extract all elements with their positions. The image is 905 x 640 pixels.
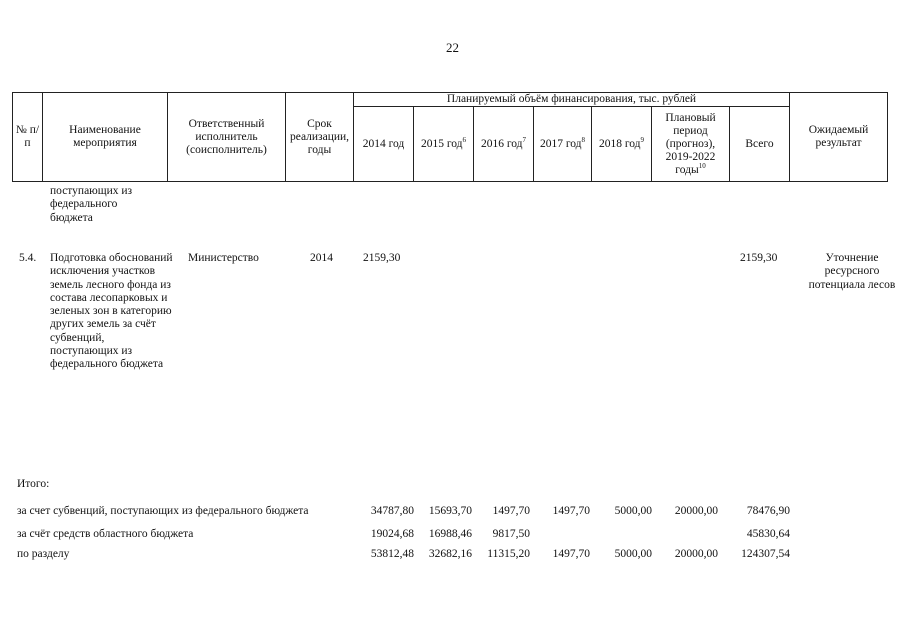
- totals-row-label: по разделу: [17, 548, 70, 560]
- row-executor: Министерство: [188, 252, 259, 264]
- header-name: Наименование мероприятия: [43, 93, 168, 182]
- totals-value: 5000,00: [614, 505, 652, 517]
- totals-value: 11315,20: [487, 548, 530, 560]
- totals-value: 45830,64: [746, 528, 790, 540]
- totals-value: 20000,00: [674, 505, 718, 517]
- header-2015: 2015 год$^6$: [414, 107, 474, 182]
- table-header: [12, 92, 888, 182]
- header-2014: 2014 год: [354, 107, 414, 182]
- header-plan-period: Плановый период (прогноз), 2019-2022 годы$^{10}$: [652, 107, 730, 182]
- row-name: Подготовка обоснований исключения участков земель лесного фонда из состава лесопарковых и зеленых зон в категорию других земель за счёт субвенций, поступающих из федерального бюджета: [50, 252, 173, 371]
- totals-value: 19024,68: [370, 528, 414, 540]
- row-total-value: 2159,30: [740, 252, 778, 264]
- totals-value: 9817,50: [492, 528, 530, 540]
- header-2018: 2018 год$^9$: [592, 107, 652, 182]
- header-result: Ожидаемый результат: [790, 93, 888, 182]
- totals-value: 1497,70: [492, 505, 530, 517]
- totals-value: 1497,70: [552, 548, 590, 560]
- totals-value: 15693,70: [428, 505, 472, 517]
- totals-value: 16988,46: [428, 528, 472, 540]
- totals-value: 1497,70: [552, 505, 590, 517]
- totals-value: 34787,80: [370, 505, 414, 517]
- totals-value: 20000,00: [674, 548, 718, 560]
- row-term: 2014: [310, 252, 333, 264]
- header-no: № п/п: [13, 93, 43, 182]
- header-2017: 2017 год$^8$: [534, 107, 592, 182]
- row-result: Уточнение ресурсного потенциала лесов: [808, 252, 896, 291]
- header-term: Срок реализации, годы: [286, 93, 354, 182]
- totals-value: 124307,54: [741, 548, 790, 560]
- totals-row-label: за счёт средств областного бюджета: [17, 528, 194, 540]
- page-number: 22: [446, 40, 459, 55]
- header-total: Всего: [730, 107, 790, 182]
- totals-value: 5000,00: [614, 548, 652, 560]
- header-2016: 2016 год$^7$: [474, 107, 534, 182]
- continued-row-name: поступающих из федерального бюджета: [50, 185, 133, 224]
- totals-value: 32682,16: [428, 548, 472, 560]
- totals-value: 78476,90: [746, 505, 790, 517]
- header-financing-group: Планируемый объём финансирования, тыс. рублей: [354, 93, 790, 107]
- totals-value: 53812,48: [370, 548, 414, 560]
- totals-label: Итого:: [17, 478, 50, 490]
- header-executor: Ответственный исполнитель (соисполнитель): [168, 93, 286, 182]
- row-2014-value: 2159,30: [363, 252, 401, 264]
- totals-row-label: за счет субвенций, поступающих из федерального бюджета: [17, 505, 309, 517]
- row-number: 5.4.: [19, 252, 37, 264]
